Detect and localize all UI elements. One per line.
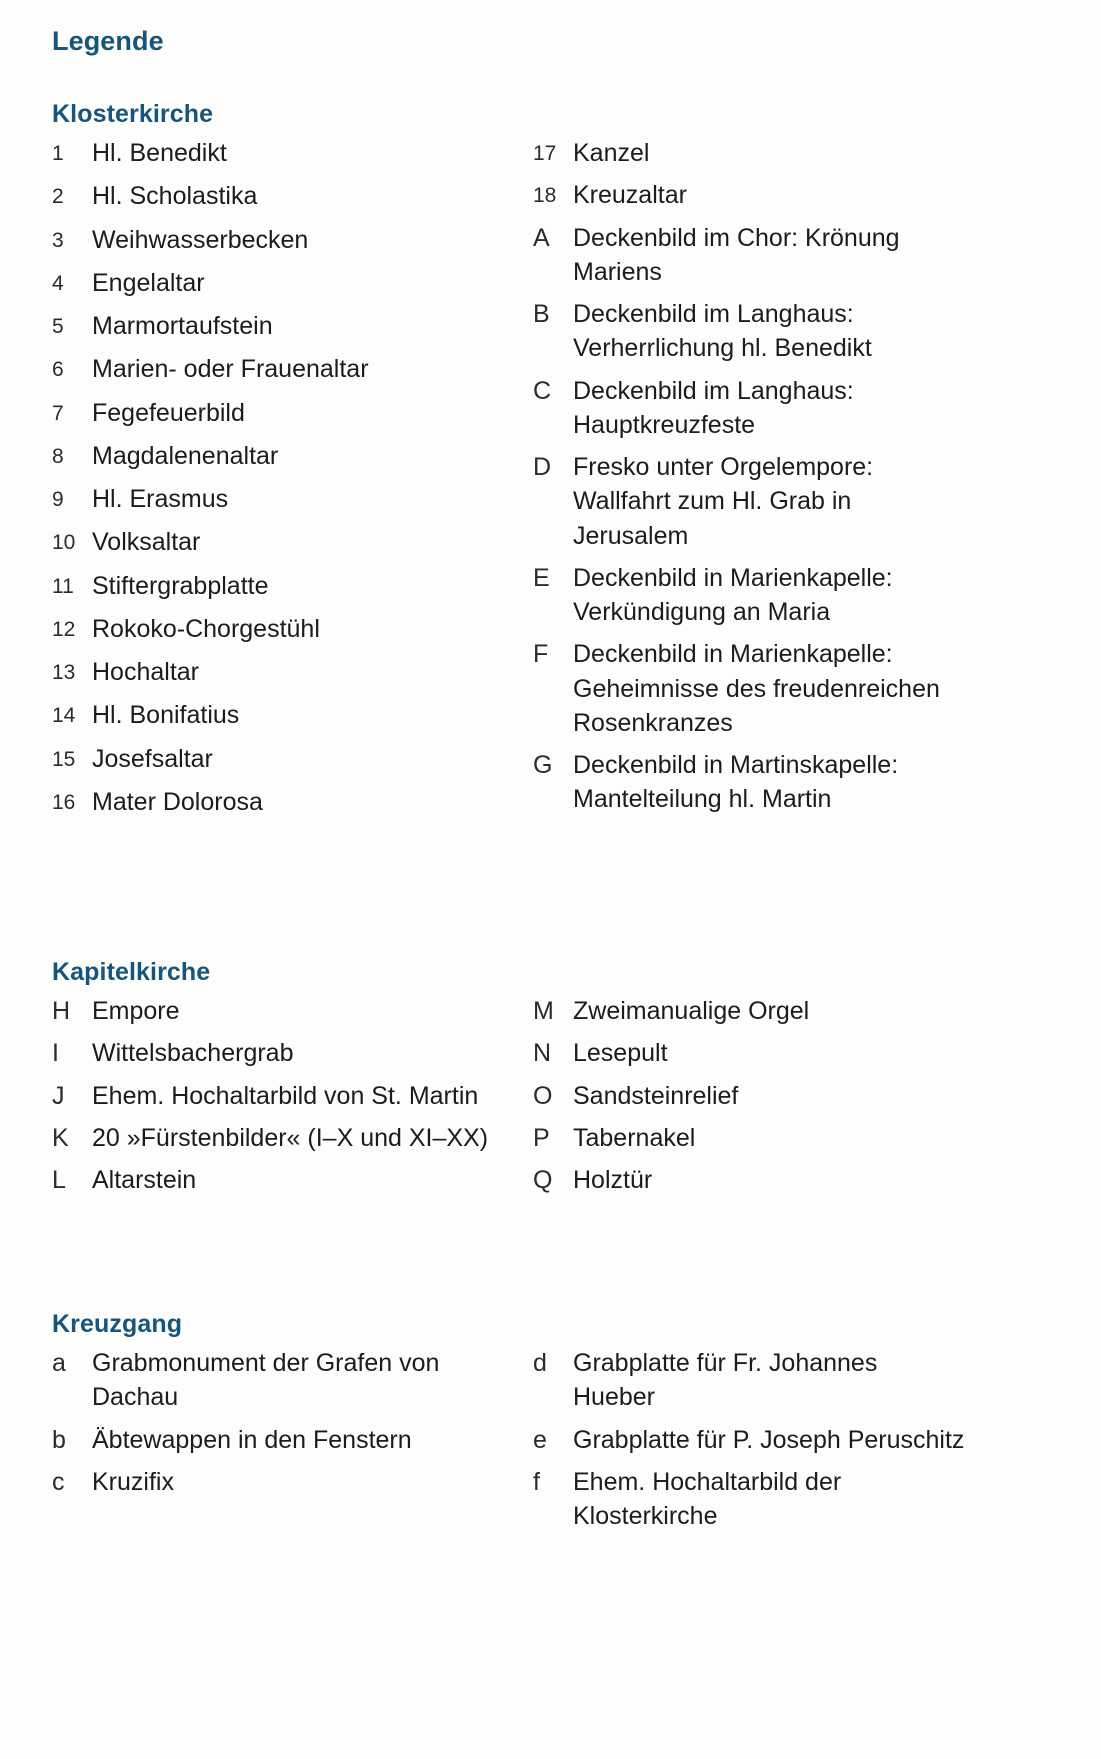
legend-entry-line: Kruzifix bbox=[92, 1467, 174, 1496]
legend-entry bbox=[533, 136, 1078, 170]
legend-entry-label bbox=[573, 450, 1078, 553]
legend-entry-marker: 8 bbox=[52, 444, 64, 468]
legend-entry bbox=[52, 396, 512, 430]
legend-entry-label bbox=[573, 1036, 1078, 1070]
legend-entry-line: Hl. Erasmus bbox=[92, 485, 229, 513]
kapitelkirche-column-left bbox=[52, 994, 512, 1205]
legend-entry-label bbox=[573, 178, 1078, 212]
legend-entry-marker: H bbox=[52, 997, 71, 1025]
klosterkirche-column-left bbox=[52, 136, 512, 828]
legend-entry bbox=[52, 136, 512, 170]
legend-entry bbox=[52, 742, 512, 776]
legend-entry-marker: J bbox=[52, 1081, 65, 1110]
legend-entry-line: Hl. Scholastika bbox=[92, 182, 258, 211]
legend-entry bbox=[52, 1346, 512, 1415]
legend-entry-marker: 18 bbox=[533, 184, 557, 208]
legend-entry-line: Grabplatte für P. Joseph Peruschitz bbox=[573, 1425, 965, 1454]
legend-entry-label bbox=[573, 748, 1078, 817]
legend-entry-label bbox=[92, 525, 512, 559]
legend-entry-line: Engelaltar bbox=[92, 268, 205, 297]
legend-entry bbox=[533, 1036, 1078, 1070]
legend-entry-marker: d bbox=[533, 1349, 547, 1377]
legend-entry-line: Grabmonument der Grafen von bbox=[92, 1349, 440, 1377]
legend-entry-line: Volksaltar bbox=[92, 528, 201, 557]
legend-entry-label bbox=[92, 439, 512, 473]
legend-entry-line: Rokoko-Chorgestühl bbox=[92, 614, 320, 643]
legend-entry-label bbox=[92, 1036, 512, 1070]
legend-entry bbox=[52, 179, 512, 213]
legend-entry bbox=[533, 748, 1078, 817]
legend-entry-line: Deckenbild in Marienkapelle: bbox=[573, 640, 893, 669]
legend-entry-marker: e bbox=[533, 1425, 547, 1454]
legend-entry-label bbox=[573, 1079, 1078, 1113]
legend-entry bbox=[52, 439, 512, 473]
legend-entry-label bbox=[573, 374, 1078, 443]
legend-entry-label bbox=[573, 561, 1078, 630]
legend-entry-label bbox=[92, 1121, 512, 1155]
legend-entry-line: Marien- oder Frauenaltar bbox=[92, 355, 369, 384]
legend-entry-marker: 11 bbox=[52, 574, 74, 598]
legend-entry-line: Geheimnisse des freudenreichen bbox=[573, 674, 940, 703]
legend-entry-line: Holztür bbox=[573, 1166, 653, 1194]
legend-entry-line: Stiftergrabplatte bbox=[92, 571, 269, 600]
legend-entry-marker: 9 bbox=[52, 488, 64, 511]
legend-entry bbox=[533, 297, 1078, 366]
legend-entry-marker: c bbox=[52, 1467, 65, 1496]
legend-entry-line: Dachau bbox=[92, 1383, 179, 1412]
legend-entry-line: Mantelteilung hl. Martin bbox=[573, 785, 832, 814]
legend-entry-marker: f bbox=[533, 1467, 540, 1496]
legend-entry bbox=[52, 1423, 512, 1457]
legend-entry-label bbox=[92, 1163, 512, 1197]
legend-entry bbox=[52, 1163, 512, 1197]
legend-entry-line: Hochaltar bbox=[92, 658, 199, 686]
legend-entry-label bbox=[573, 1423, 1078, 1457]
legend-entry bbox=[533, 1465, 1078, 1534]
legend-entry-line: Hueber bbox=[573, 1383, 655, 1412]
legend-entry bbox=[533, 1163, 1078, 1197]
legend-entry bbox=[52, 785, 512, 819]
legend-entry-line: Lesepult bbox=[573, 1039, 668, 1068]
legend-entry bbox=[533, 561, 1078, 630]
legend-entry-marker: 5 bbox=[52, 315, 64, 338]
legend-entry-marker: 2 bbox=[52, 185, 64, 209]
legend-entry-line: Hauptkreuzfeste bbox=[573, 410, 756, 439]
kreuzgang-column-left bbox=[52, 1346, 512, 1507]
section-title-kapitelkirche: Kapitelkirche bbox=[52, 958, 211, 986]
legend-entry-label bbox=[573, 1163, 1078, 1197]
legend-entry bbox=[533, 450, 1078, 553]
legend-entry-line: Weihwasserbecken bbox=[92, 225, 309, 254]
legend-entry-line: Verherrlichung hl. Benedikt bbox=[573, 334, 872, 363]
legend-entry-label bbox=[92, 655, 512, 689]
legend-entry-marker: I bbox=[52, 1039, 59, 1068]
legend-entry-line: Äbtewappen in den Fenstern bbox=[92, 1425, 412, 1454]
legend-entry-label bbox=[92, 396, 512, 430]
legend-entry bbox=[52, 994, 512, 1028]
legend-entry-label bbox=[573, 297, 1078, 366]
kapitelkirche-column-right bbox=[533, 994, 1078, 1205]
legend-entry-label bbox=[573, 221, 1078, 290]
legend-entry bbox=[52, 525, 512, 559]
legend-entry bbox=[52, 612, 512, 646]
legend-entry bbox=[52, 1079, 512, 1113]
legend-entry-label bbox=[92, 482, 512, 516]
legend-entry-line: Deckenbild im Chor: Krönung bbox=[573, 223, 900, 252]
legend-entry bbox=[52, 698, 512, 732]
legend-entry bbox=[533, 637, 1078, 740]
legend-entry bbox=[52, 655, 512, 689]
legend-entry bbox=[533, 374, 1078, 443]
legend-entry-marker: 14 bbox=[52, 704, 76, 728]
klosterkirche-column-right bbox=[533, 136, 1078, 825]
legend-entry-marker: 17 bbox=[533, 142, 557, 165]
section-title-kreuzgang: Kreuzgang bbox=[52, 1310, 183, 1338]
legend-entry-label bbox=[92, 1079, 512, 1113]
legend-entry-line: Ehem. Hochaltarbild der bbox=[573, 1467, 842, 1496]
legend-entry-marker: C bbox=[533, 376, 552, 405]
legend-entry-marker: D bbox=[533, 453, 552, 481]
legend-entry bbox=[533, 1079, 1078, 1113]
legend-entry-marker: F bbox=[533, 640, 549, 669]
legend-entry-label bbox=[92, 785, 512, 819]
legend-entry bbox=[533, 1423, 1078, 1457]
legend-entry-line: Magdalenenaltar bbox=[92, 441, 279, 470]
legend-entry-label bbox=[573, 637, 1078, 740]
legend-entry-line: Verkündigung an Maria bbox=[573, 598, 831, 626]
legend-entry bbox=[52, 569, 512, 603]
legend-entry bbox=[52, 352, 512, 386]
legend-entry-line: Josefsaltar bbox=[92, 744, 213, 773]
legend-entry bbox=[52, 266, 512, 300]
legend-entry-line: Zweimanualige Orgel bbox=[573, 997, 810, 1025]
legend-entry-line: 20 »Fürstenbilder« (I–X und XI–XX) bbox=[92, 1123, 489, 1152]
legend-entry-marker: K bbox=[52, 1123, 69, 1152]
legend-entry-marker: b bbox=[52, 1425, 66, 1454]
legend-entry-label bbox=[92, 1465, 512, 1499]
legend-entry-label bbox=[573, 994, 1078, 1028]
legend-entry-label bbox=[573, 1465, 1078, 1534]
legend-entry-marker: 1 bbox=[52, 142, 64, 165]
legend-entry-line: Mariens bbox=[573, 257, 662, 286]
legend-entry-label bbox=[92, 698, 512, 732]
legend-entry-line: Rosenkranzes bbox=[573, 708, 733, 737]
legend-entry-line: Klosterkirche bbox=[573, 1502, 718, 1530]
legend-entry-line: Mater Dolorosa bbox=[92, 787, 263, 816]
legend-entry-marker: 15 bbox=[52, 747, 76, 771]
legend-entry-label bbox=[92, 569, 512, 603]
legend-entry-marker: 6 bbox=[52, 358, 64, 382]
legend-entry-line: Hl. Benedikt bbox=[92, 139, 227, 167]
legend-entry bbox=[52, 482, 512, 516]
legend-entry-line: Marmortaufstein bbox=[92, 312, 273, 340]
legend-entry-marker: a bbox=[52, 1349, 66, 1377]
page-title: Legende bbox=[52, 26, 164, 56]
legend-entry-marker: 16 bbox=[52, 790, 76, 814]
legend-entry-label bbox=[92, 179, 512, 213]
legend-entry-line: Deckenbild im Langhaus: bbox=[573, 300, 854, 328]
legend-entry-marker: Q bbox=[533, 1166, 553, 1194]
legend-entry-label bbox=[92, 136, 512, 170]
legend-entry bbox=[52, 223, 512, 257]
legend-entry-label bbox=[92, 352, 512, 386]
legend-entry-line: Wittelsbachergrab bbox=[92, 1039, 294, 1068]
legend-entry-label bbox=[92, 223, 512, 257]
legend-entry-label bbox=[92, 742, 512, 776]
legend-entry-label bbox=[92, 309, 512, 343]
legend-entry-marker: L bbox=[52, 1166, 66, 1194]
legend-entry-marker: 4 bbox=[52, 271, 64, 295]
legend-entry-marker: 7 bbox=[52, 401, 64, 425]
legend-entry-label bbox=[92, 1346, 512, 1415]
legend-entry-label bbox=[92, 994, 512, 1028]
legend-entry-line: Kreuzaltar bbox=[573, 181, 687, 210]
legend-entry-line: Fresko unter Orgelempore: bbox=[573, 453, 874, 481]
legend-entry-label bbox=[573, 136, 1078, 170]
legend-entry-line: Deckenbild in Marienkapelle: bbox=[573, 563, 893, 592]
legend-entry bbox=[533, 178, 1078, 212]
legend-entry bbox=[52, 1121, 512, 1155]
legend-entry-line: Altarstein bbox=[92, 1166, 197, 1194]
legend-entry-line: Kanzel bbox=[573, 139, 650, 167]
legend-entry-line: Hl. Bonifatius bbox=[92, 701, 240, 730]
legend-entry-label bbox=[92, 612, 512, 646]
legend-entry-line: Sandsteinrelief bbox=[573, 1081, 739, 1110]
legend-entry-marker: 13 bbox=[52, 661, 76, 684]
legend-entry-line: Wallfahrt zum Hl. Grab in bbox=[573, 487, 852, 516]
legend-entry-line: Tabernakel bbox=[573, 1123, 696, 1152]
legend-entry-marker: B bbox=[533, 300, 550, 328]
legend-entry-marker: 10 bbox=[52, 531, 76, 555]
legend-entry-line: Ehem. Hochaltarbild von St. Martin bbox=[92, 1081, 479, 1110]
legend-entry-marker: N bbox=[533, 1039, 552, 1068]
legend-entry bbox=[533, 1121, 1078, 1155]
legend-entry-marker: 3 bbox=[52, 228, 64, 252]
legend-entry bbox=[533, 994, 1078, 1028]
kreuzgang-column-right bbox=[533, 1346, 1078, 1541]
legend-entry-marker: E bbox=[533, 563, 550, 592]
legend-entry-line: Deckenbild im Langhaus: bbox=[573, 376, 854, 405]
legend-entry-marker: M bbox=[533, 997, 554, 1025]
legend-entry bbox=[52, 309, 512, 343]
legend-entry bbox=[52, 1036, 512, 1070]
legend-entry-label bbox=[92, 1423, 512, 1457]
legend-entry-marker: O bbox=[533, 1081, 553, 1110]
legend-entry-marker: 12 bbox=[52, 617, 76, 641]
legend-entry-marker: P bbox=[533, 1123, 550, 1152]
legend-entry-line: Empore bbox=[92, 997, 180, 1025]
legend-entry-label bbox=[92, 266, 512, 300]
legend-entry-line: Jerusalem bbox=[573, 521, 689, 550]
legend-entry-line: Grabplatte für Fr. Johannes bbox=[573, 1349, 878, 1377]
section-title-klosterkirche: Klosterkirche bbox=[52, 100, 214, 128]
legend-entry-label bbox=[573, 1346, 1078, 1415]
legend-entry bbox=[52, 1465, 512, 1499]
legend-entry-label bbox=[573, 1121, 1078, 1155]
legend-entry bbox=[533, 1346, 1078, 1415]
legend-entry-marker: G bbox=[533, 751, 553, 779]
legend-entry-line: Fegefeuerbild bbox=[92, 398, 245, 427]
legend-entry bbox=[533, 221, 1078, 290]
legend-entry-marker: A bbox=[533, 223, 550, 252]
legend-entry-line: Deckenbild in Martinskapelle: bbox=[573, 751, 899, 779]
